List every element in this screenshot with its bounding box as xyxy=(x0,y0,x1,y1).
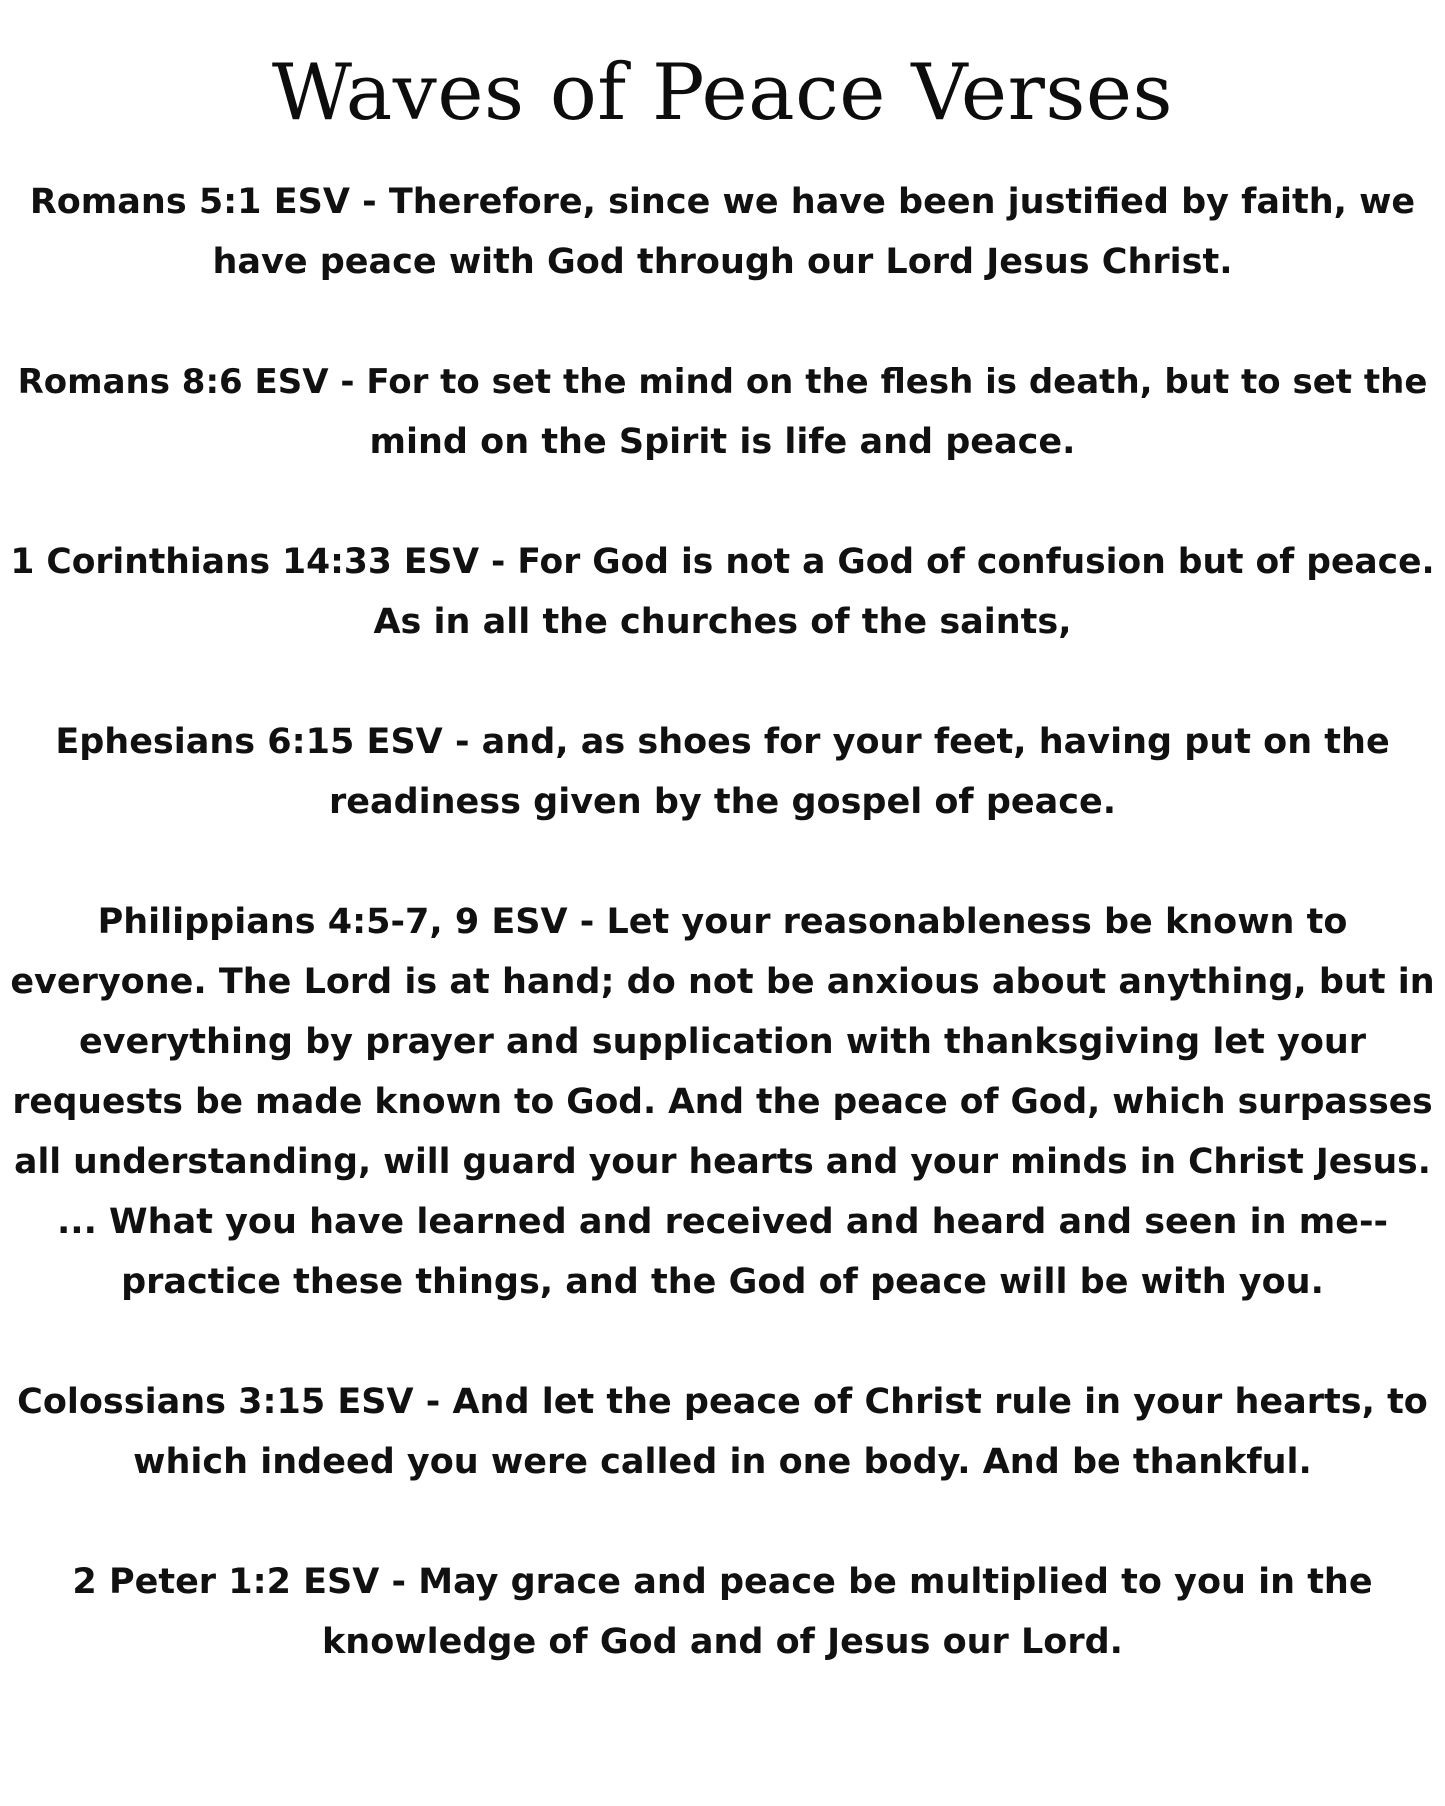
verse-line: Romans 5:1 ESV - Therefore, since we have been justified by faith, we xyxy=(29,182,1416,222)
verse-romans-5-1 xyxy=(0,172,1445,292)
verse-list xyxy=(0,172,1445,1732)
verse-line: have peace with God through our Lord Jesus Christ. xyxy=(212,242,1233,282)
verse-philippians-4-5-7-9 xyxy=(0,892,1445,1312)
page-title: Waves of Peace Verses xyxy=(271,48,1174,138)
verse-line: which indeed you were called in one body. And be thankful. xyxy=(133,1442,1312,1482)
verse-2-peter-1-2 xyxy=(0,1552,1445,1672)
verse-line: Philippians 4:5-7, 9 ESV - Let your reasonableness be known to xyxy=(97,902,1348,942)
verse-line: all understanding, will guard your hearts and your minds in Christ Jesus. xyxy=(14,1142,1431,1182)
verse-line: mind on the Spirit is life and peace. xyxy=(369,422,1076,462)
verse-line: Colossians 3:15 ESV - And let the peace of Christ rule in your hearts, to xyxy=(17,1382,1428,1422)
verse-line: readiness given by the gospel of peace. xyxy=(328,782,1117,822)
verse-line: everything by prayer and supplication with thanksgiving let your xyxy=(78,1022,1367,1062)
verse-line: ... What you have learned and received and heard and seen in me-- xyxy=(56,1202,1388,1242)
verse-line: As in all the churches of the saints, xyxy=(373,602,1072,642)
verse-line: everyone. The Lord is at hand; do not be anxious about anything, but in xyxy=(10,962,1435,1002)
verse-line: knowledge of God and of Jesus our Lord. xyxy=(322,1622,1123,1662)
verse-line: Romans 8:6 ESV - For to set the mind on the flesh is death, but to set the xyxy=(17,362,1428,402)
verse-1-corinthians-14-33 xyxy=(0,532,1445,652)
verse-line: practice these things, and the God of peace will be with you. xyxy=(121,1262,1324,1302)
verse-line: requests be made known to God. And the peace of God, which surpasses xyxy=(12,1082,1433,1122)
verse-ephesians-6-15 xyxy=(0,712,1445,832)
verse-line: 2 Peter 1:2 ESV - May grace and peace be multiplied to you in the xyxy=(72,1562,1373,1602)
verse-colossians-3-15 xyxy=(0,1372,1445,1492)
verse-romans-8-6 xyxy=(0,352,1445,472)
verse-line: 1 Corinthians 14:33 ESV - For God is not a God of confusion but of peace. xyxy=(10,542,1435,582)
verse-line: Ephesians 6:15 ESV - and, as shoes for your feet, having put on the xyxy=(55,722,1390,762)
